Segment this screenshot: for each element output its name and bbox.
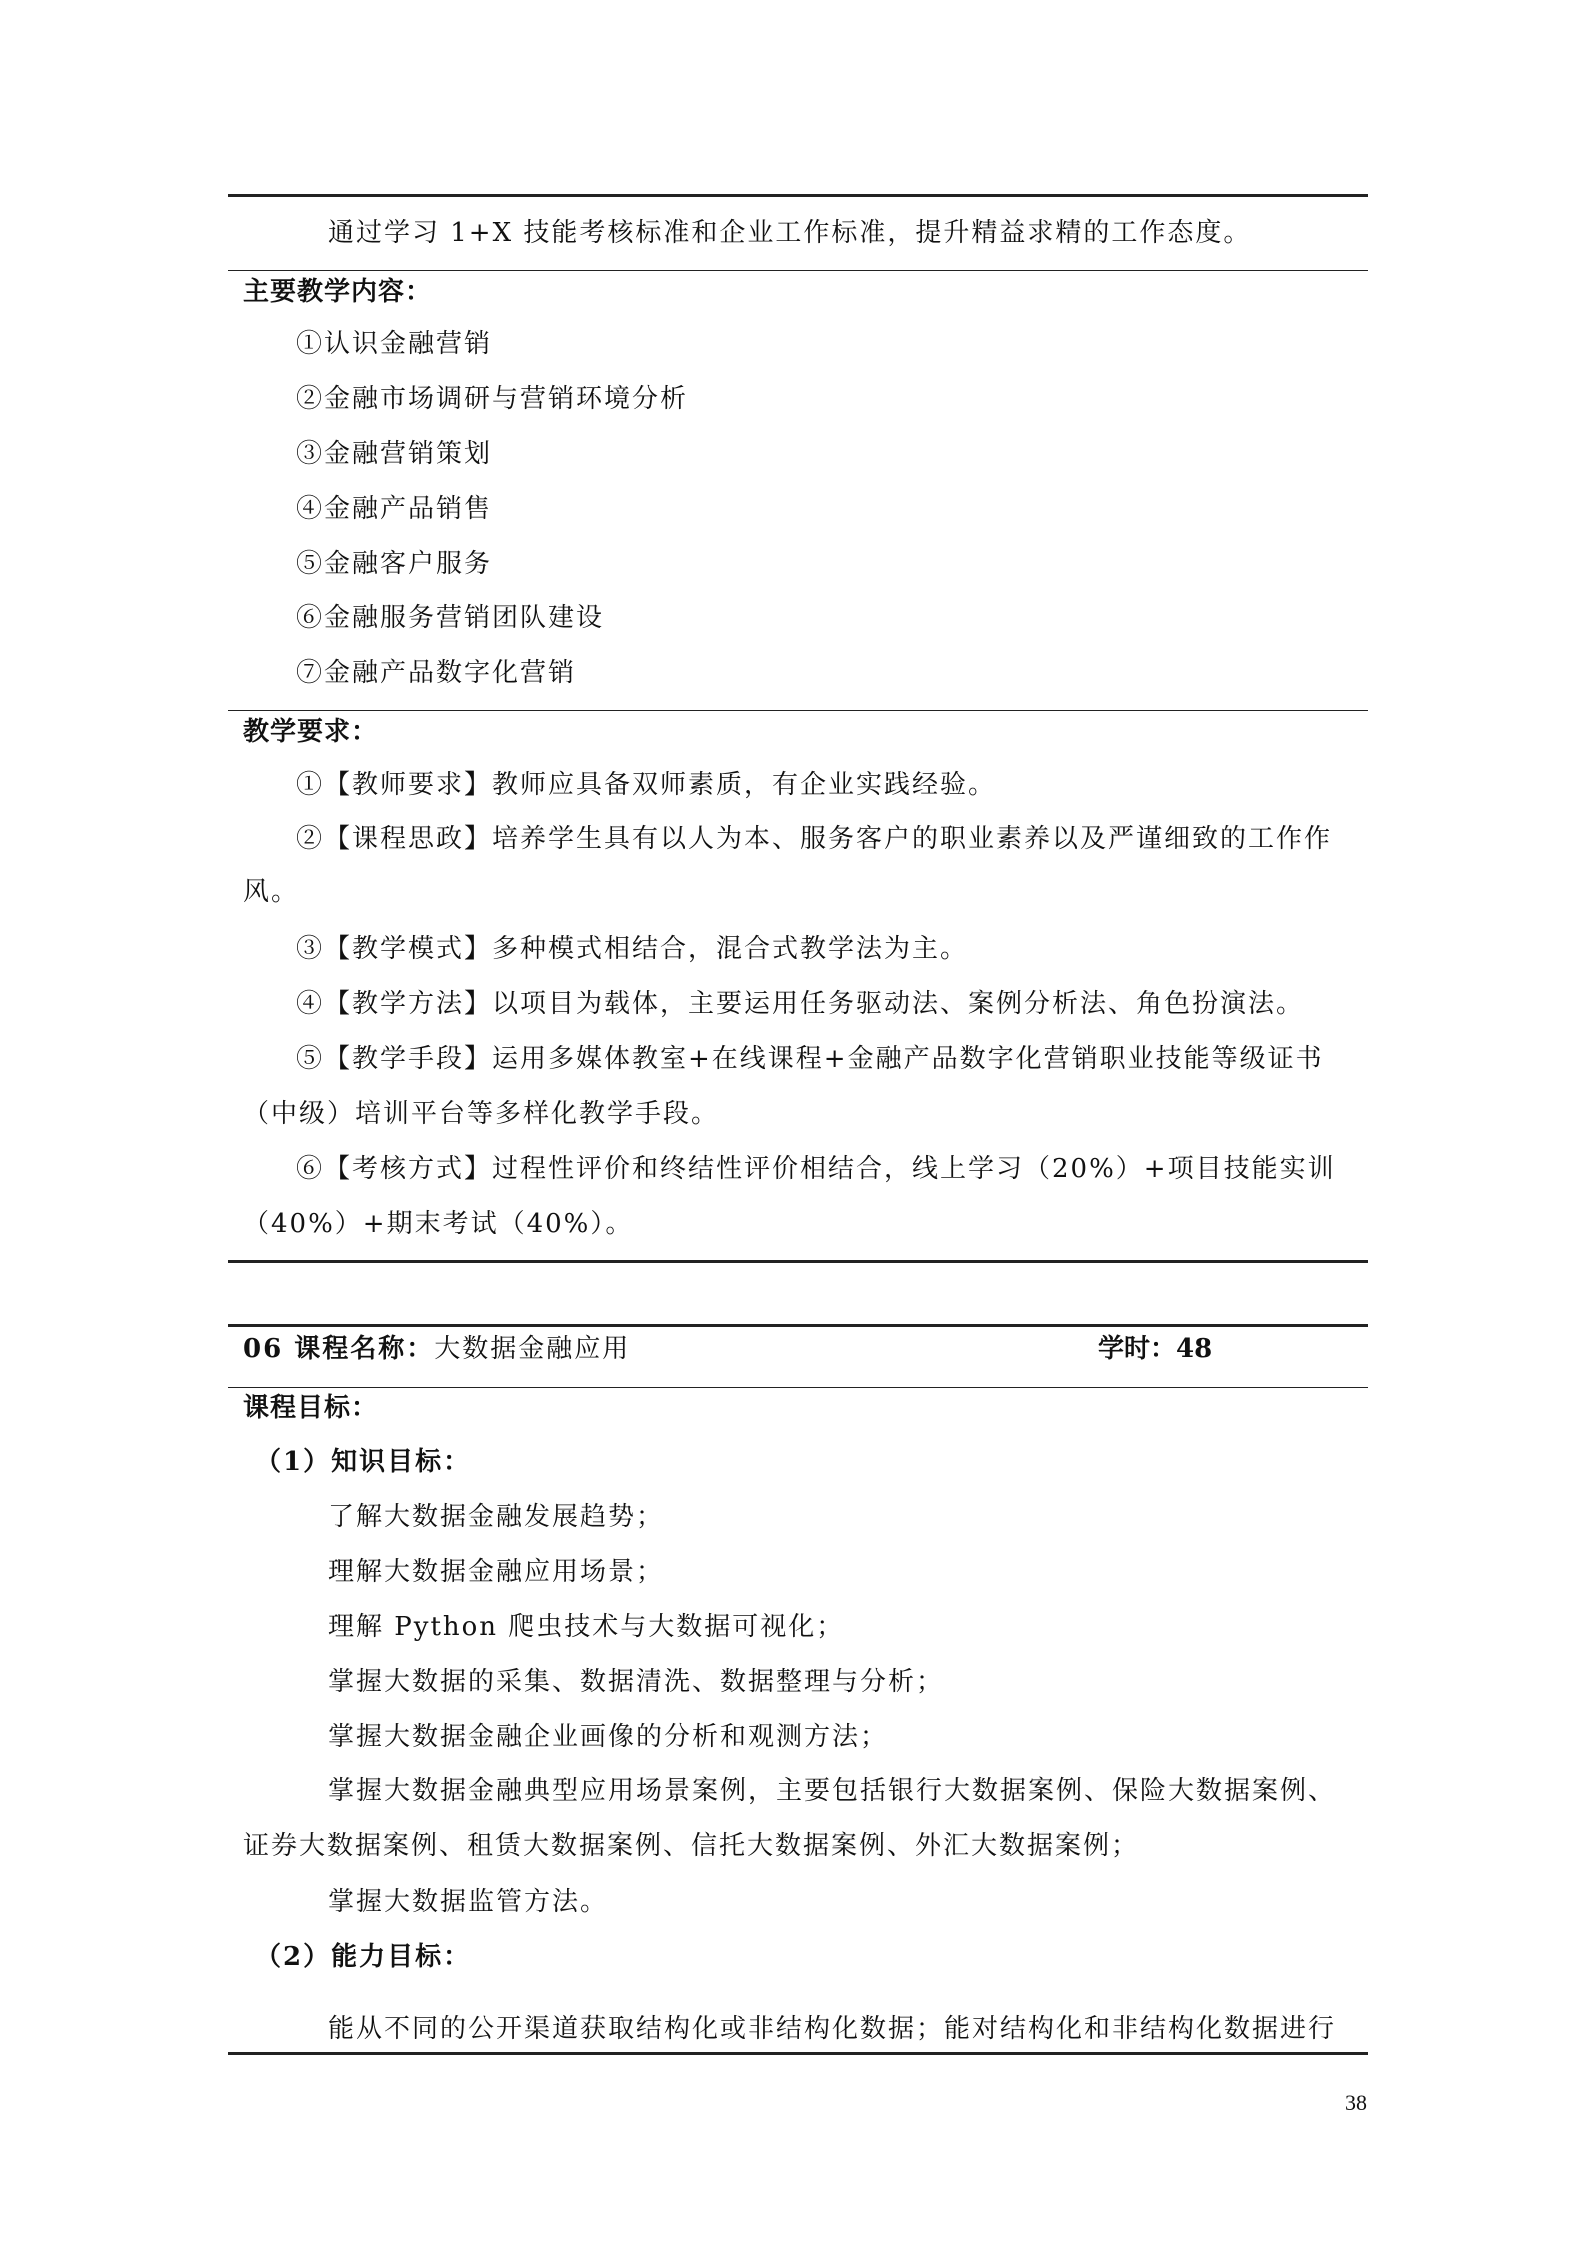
requirement-line: ①【教师要求】教师应具备双师素质，有企业实践经验。 — [296, 770, 997, 800]
knowledge-line: 了解大数据金融发展趋势； — [328, 1502, 665, 1532]
knowledge-line: 掌握大数据金融企业画像的分析和观测方法； — [328, 1722, 889, 1752]
knowledge-line: 掌握大数据金融典型应用场景案例，主要包括银行大数据案例、保险大数据案例、 — [328, 1776, 1337, 1806]
table-row-divider — [228, 710, 1368, 711]
goals-heading: 课程目标： — [243, 1393, 379, 1423]
table-top-rule — [228, 194, 1368, 197]
requirement-line: ④【教学方法】以项目为载体，主要运用任务驱动法、案例分析法、角色扮演法。 — [296, 989, 1305, 1019]
page-number: 38 — [1345, 2090, 1367, 2115]
table-row-divider — [228, 270, 1368, 271]
requirement-line: 风。 — [243, 877, 300, 907]
requirement-line: （中级）培训平台等多样化教学手段。 — [243, 1099, 720, 1129]
knowledge-line: 理解大数据金融应用场景； — [328, 1557, 665, 1587]
course-hours: 学时：48 — [1098, 1334, 1213, 1364]
table-bottom-rule — [228, 2052, 1368, 2055]
content-item: ⑤金融客户服务 — [296, 549, 493, 579]
ability-line: 能从不同的公开渠道获取结构化或非结构化数据；能对结构化和非结构化数据进行 — [328, 2014, 1337, 2044]
knowledge-line: 掌握大数据的采集、数据清洗、数据整理与分析； — [328, 1667, 945, 1697]
content-item: ④金融产品销售 — [296, 494, 493, 524]
table-bottom-rule — [228, 1260, 1368, 1263]
content-item: ⑥金融服务营销团队建设 — [296, 603, 605, 633]
knowledge-line: 证券大数据案例、租赁大数据案例、信托大数据案例、外汇大数据案例； — [243, 1831, 1140, 1861]
table-top-rule — [228, 1324, 1368, 1327]
table-row-divider — [228, 1387, 1368, 1388]
content-item: ⑦金融产品数字化营销 — [296, 658, 577, 688]
requirement-line: ②【课程思政】培养学生具有以人为本、服务客户的职业素养以及严谨细致的工作作 — [296, 824, 1333, 854]
requirement-line: ③【教学模式】多种模式相结合，混合式教学法为主。 — [296, 934, 969, 964]
course-name: 大数据金融应用 — [434, 1334, 631, 1364]
knowledge-heading: （1）知识目标： — [255, 1447, 472, 1477]
requirement-line: （40%）+期末考试（40%）。 — [243, 1209, 634, 1239]
ability-heading: （2）能力目标： — [255, 1942, 472, 1972]
requirement-line: ⑤【教学手段】运用多媒体教室+在线课程+金融产品数字化营销职业技能等级证书 — [296, 1044, 1324, 1074]
requirement-line: ⑥【考核方式】过程性评价和终结性评价相结合，线上学习（20%）+项目技能实训 — [296, 1154, 1336, 1184]
requirements-heading: 教学要求： — [243, 717, 379, 747]
content-item: ①认识金融营销 — [296, 329, 493, 359]
content-item: ③金融营销策划 — [296, 439, 493, 469]
course-label: 06 课程名称： — [243, 1334, 435, 1364]
continued-text: 通过学习 1+X 技能考核标准和企业工作标准，提升精益求精的工作态度。 — [328, 218, 1252, 248]
content-item: ②金融市场调研与营销环境分析 — [296, 384, 689, 414]
knowledge-line: 理解 Python 爬虫技术与大数据可视化； — [328, 1612, 845, 1642]
knowledge-line: 掌握大数据监管方法。 — [328, 1887, 609, 1917]
content-heading: 主要教学内容： — [243, 277, 433, 307]
